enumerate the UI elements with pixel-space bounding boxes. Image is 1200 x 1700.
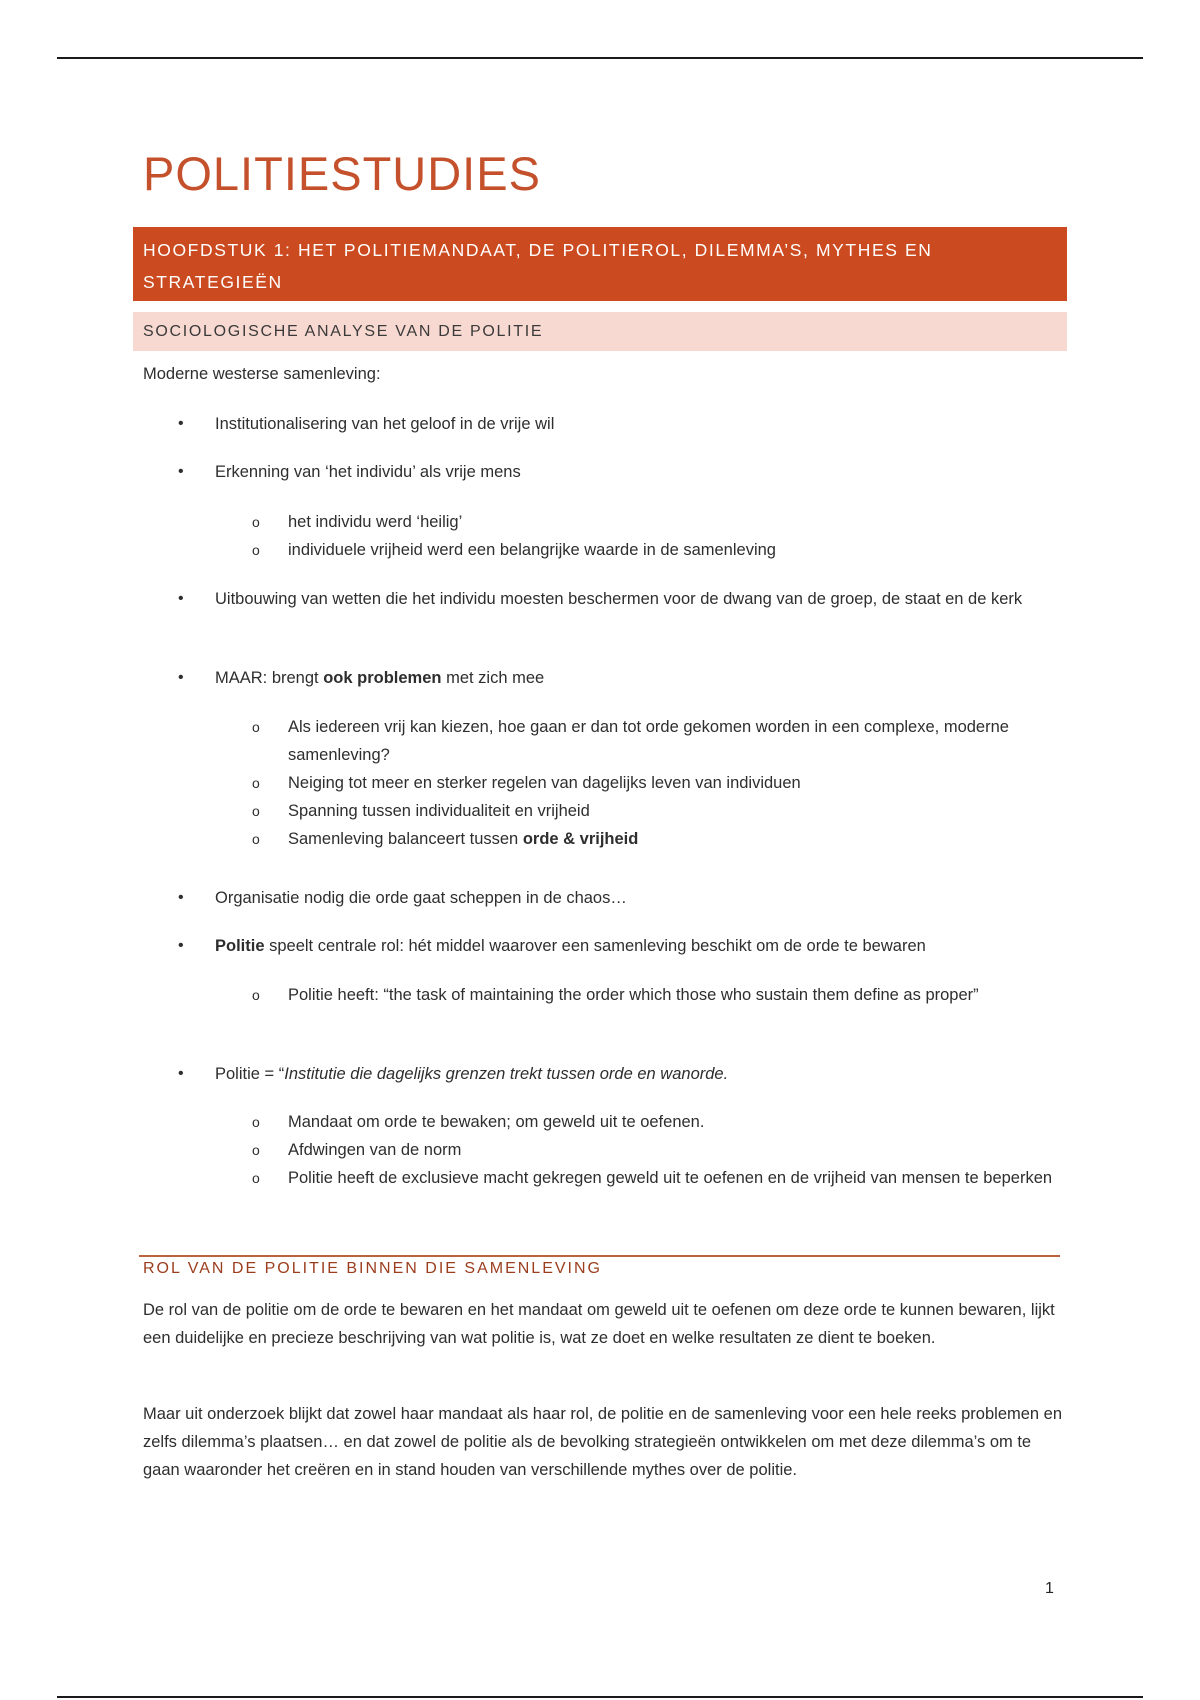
list-item-text: Uitbouwing van wetten die het individu moesten beschermen voor de dwang van de groep, de staat en de kerk: [215, 590, 1023, 608]
bullet-icon: •: [178, 889, 184, 906]
circle-bullet-icon: o: [252, 831, 260, 847]
section-heading-sociologische-analyse: SOCIOLOGISCHE ANALYSE VAN DE POLITIE: [133, 312, 1067, 351]
sub-list-item-text: Politie heeft: “the task of maintaining the order which those who sustain them define as proper”: [288, 986, 979, 1004]
page-number: 1: [1045, 1580, 1054, 1597]
list-item-text: Organisatie nodig die orde gaat scheppen in de chaos…: [215, 889, 627, 907]
list-item-text: Politie speelt centrale rol: hét middel waarover een samenleving beschikt om de orde te bewaren: [215, 937, 926, 955]
bullet-icon: •: [178, 669, 184, 686]
sub-list-item-text: Politie heeft de exclusieve macht gekregen geweld uit te oefenen en de vrijheid van mensen te beperken: [288, 1169, 1053, 1187]
sub-list-item-text: Als iedereen vrij kan kiezen, hoe gaan er dan tot orde gekomen worden in een complexe, moderne samenleving?: [288, 718, 1009, 764]
circle-bullet-icon: o: [252, 987, 260, 1003]
bullet-icon: •: [178, 415, 184, 432]
sub-list-item-text: individuele vrijheid werd een belangrijke waarde in de samenleving: [288, 541, 776, 559]
list-item-text: Erkenning van ‘het individu’ als vrije mens: [215, 463, 521, 481]
sub-list-item-text: Afdwingen van de norm: [288, 1141, 462, 1159]
bullet-icon: •: [178, 937, 184, 954]
circle-bullet-icon: o: [252, 1142, 260, 1158]
chapter-heading: HOOFDSTUK 1: HET POLITIEMANDAAT, DE POLITIEROL, DILEMMA’S, MYTHES EN STRATEGIEËN: [133, 227, 1067, 301]
section-divider: [139, 1255, 1060, 1257]
document-title: POLITIESTUDIES: [143, 147, 541, 200]
paragraph: Maar uit onderzoek blijkt dat zowel haar mandaat als haar rol, de politie en de samenleving voor een hele reeks problemen en zelfs dilemma’s plaatsen… en dat zowel de politie als de bevolking strategieën ontwikkelen om met deze dilemma’s om te gaan waaronder het creëren en in stand houden van verschillende mythes over de politie.: [143, 1405, 1063, 1479]
sub-list-item-text: Samenleving balanceert tussen orde & vrijheid: [288, 830, 639, 848]
footer-rule: [57, 1696, 1143, 1698]
intro-text: Moderne westerse samenleving:: [143, 365, 381, 383]
bullet-icon: •: [178, 1065, 184, 1082]
sub-list-item-text: Spanning tussen individualiteit en vrijheid: [288, 802, 590, 820]
circle-bullet-icon: o: [252, 1170, 260, 1186]
bullet-icon: •: [178, 590, 184, 607]
bullet-icon: •: [178, 463, 184, 480]
list-item-text: Institutionalisering van het geloof in de vrije wil: [215, 415, 555, 433]
circle-bullet-icon: o: [252, 514, 260, 530]
sub-list-item-text: Neiging tot meer en sterker regelen van dagelijks leven van individuen: [288, 774, 801, 792]
sub-list-item-text: Mandaat om orde te bewaken; om geweld uit te oefenen.: [288, 1113, 705, 1131]
circle-bullet-icon: o: [252, 1114, 260, 1130]
list-item-text: MAAR: brengt ook problemen met zich mee: [215, 669, 545, 687]
section-heading-rol-van-de-politie: ROL VAN DE POLITIE BINNEN DIE SAMENLEVING: [143, 1260, 602, 1277]
paragraph: De rol van de politie om de orde te bewaren en het mandaat om geweld uit te oefenen om deze orde te kunnen bewaren, lijkt een duidelijke en precieze beschrijving van wat politie is, wat ze doet en welke resultaten ze dient te boeken.: [143, 1301, 1055, 1347]
circle-bullet-icon: o: [252, 803, 260, 819]
circle-bullet-icon: o: [252, 719, 260, 735]
header-rule: [57, 57, 1143, 59]
sub-list-item-text: het individu werd ‘heilig’: [288, 513, 463, 531]
circle-bullet-icon: o: [252, 775, 260, 791]
circle-bullet-icon: o: [252, 542, 260, 558]
list-item-text: Politie = “Institutie die dagelijks grenzen trekt tussen orde en wanorde.: [215, 1065, 729, 1083]
